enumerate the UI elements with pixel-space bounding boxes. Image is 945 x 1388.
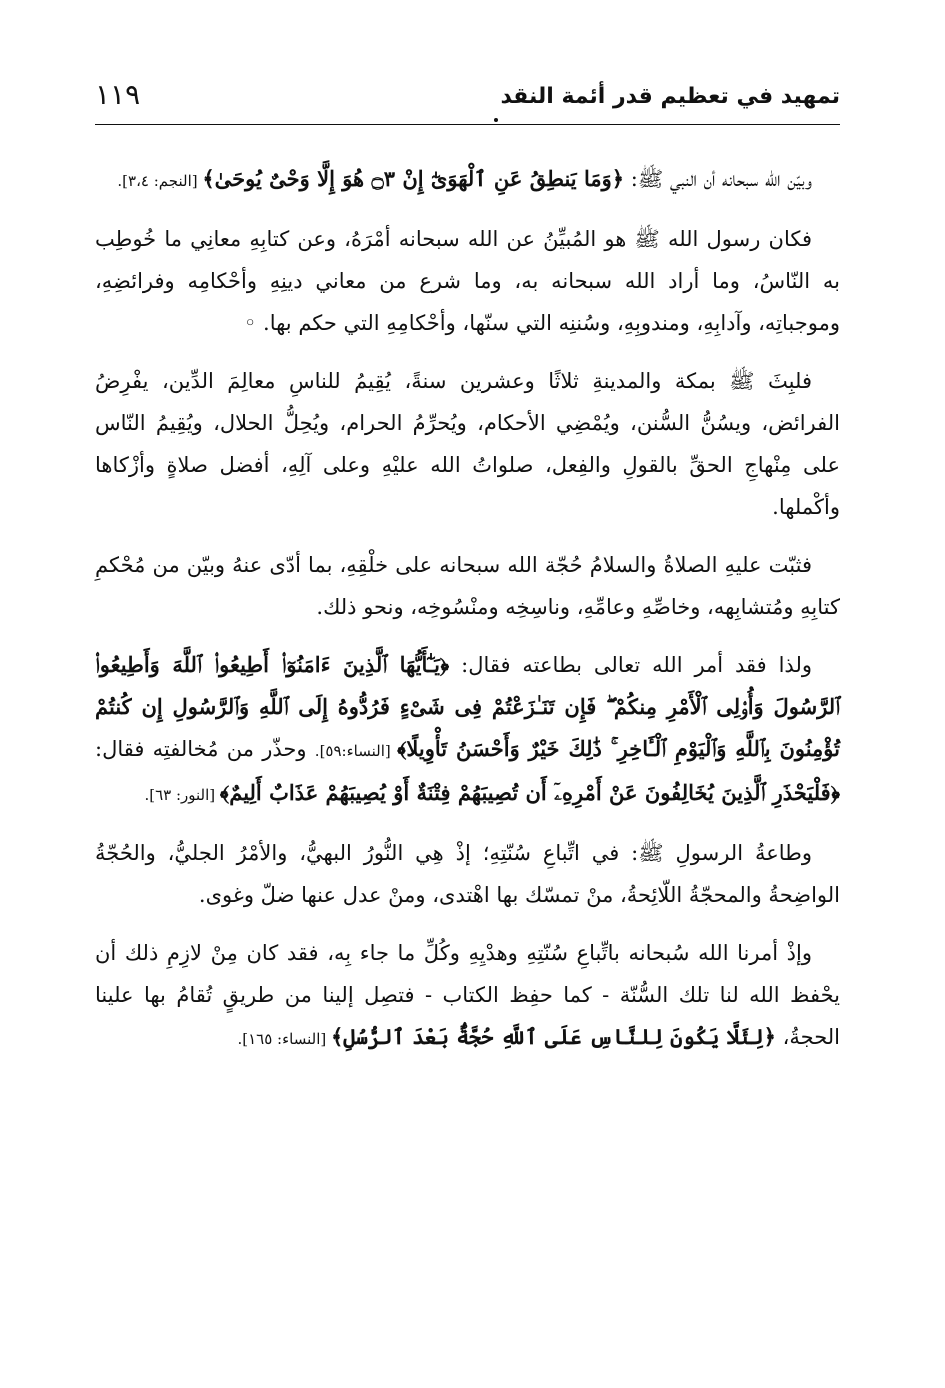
quran-verse-nisa-59: ﴿يَـٰٓأَيُّهَا ٱلَّذِينَ ءَامَنُوٓا۟ أَطِيعُوا۟ ٱللَّهَ وَأَطِيعُوا۟ ٱلرَّسُولَ وَأُو۟لِى ٱلْأَمْرِ مِنكُمْ ۖ فَإِن تَنَـٰزَعْتُمْ فِى شَىْءٍ فَرُدُّوهُ إِلَى ٱللَّهِ وَٱلرَّسُولِ إِن كُنتُمْ تُؤْمِنُونَ بِٱللَّهِ وَٱلْيَوْمِ ٱلْـَٔاخِرِ ۚ ذَٰلِكَ خَيْرٌ وَأَحْسَنُ تَأْوِيلًا﴾ bbox=[95, 652, 840, 761]
running-title: تمهيد في تعظيم قدر أئمة النقد bbox=[500, 84, 840, 109]
paragraph-4: فثبّت عليهِ الصلاةُ والسلامُ حُجّة الله سبحانه على خلْقِهِ، بما أدّى عنهُ وبيّن من مُحْكمِ كتابِهِ ومُتشابِهه، وخاصِّهِ وعامِّهِ، وناسِخِه ومنْسُوخِه، ونحو ذلك. bbox=[95, 553, 840, 619]
body-text bbox=[95, 158, 840, 1076]
paragraph-1 bbox=[95, 158, 840, 202]
verse-reference-nur-63: [النور: ٦٣]. bbox=[144, 786, 220, 804]
verse-reference-nisa-59: [النساء:٥٩]. bbox=[314, 742, 398, 760]
paragraph-7-lead: وإذْ أمرنا الله سُبحانه باتِّباعِ سُنّتِهِ وهدْيِهِ وكُلِّ ما جاء بِه، فقد كان مِنْ لازِمِ ذلك أن يحْفظ الله لنا تلك السُّنّة - كما حفِظ الكتاب - فتصِل إلينا من طريقٍ تُقامُ بها علينا الحجةُ، bbox=[95, 941, 840, 1049]
quran-verse-nur-63: ﴿فَلْيَحْذَرِ ٱلَّذِينَ يُخَالِفُونَ عَنْ أَمْرِهِۦٓ أَن تُصِيبَهُمْ فِتْنَةٌ أَوْ يُصِيبَهُمْ عَذَابٌ أَلِيمٌ﴾ bbox=[219, 780, 840, 805]
page-header bbox=[95, 78, 840, 122]
paragraph-2: فكان رسول الله ﷺ هو المُبيِّنُ عن الله سبحانه أمْرَهُ، وعن كتابِهِ معانِي ما خُوطِب به النّاسُ، وما أراد الله سبحانه به، وما شرع من معاني دينِهِ وأحْكامِه وفرائضِهِ، وموجباتِه، وآدابِهِ، ومندوبِهِ، وسُننِه التي سنّها، وأحْكامِهِ التي حكم بها. ◦ bbox=[95, 227, 840, 335]
paragraph-7 bbox=[95, 932, 840, 1060]
verse-reference-nisa-165: [النساء: ١٦٥]. bbox=[237, 1030, 331, 1048]
header-divider bbox=[95, 124, 840, 125]
header-ornament-dot bbox=[494, 118, 498, 122]
quran-verse-nisa-165: ﴿لِئَلَّا يَكُونَ لِلنَّاسِ عَلَى ٱللَّهِ حُجَّةٌۢ بَعْدَ ٱلرُّسُلِ﴾ bbox=[331, 1024, 776, 1049]
paragraph-5 bbox=[95, 644, 840, 816]
verse-reference-najm: [النجم: ٣،٤]. bbox=[117, 172, 203, 190]
paragraph-1-lead: وبيّن الله سبحانه أن النبي ﷺ: bbox=[624, 167, 812, 191]
page-number: ١١٩ bbox=[95, 78, 141, 111]
paragraph-5-middle: وحذّر من مُخالفتِه فقال: bbox=[95, 737, 315, 761]
quran-verse-najm: ﴿وَمَا يَنطِقُ عَنِ ٱلْهَوَىٰٓ إِنْ ۝٣ هُوَ إِلَّا وَحْىٌ يُوحَىٰ﴾ bbox=[202, 166, 625, 191]
paragraph-3: فلبِثَ ﷺ بمكة والمدينةِ ثلاثًا وعشرين سنةً، يُقِيمُ للناسِ معالِمَ الدِّين، يفْرِضُ الفرائض، ويسُنُّ السُّنن، ويُمْضِي الأحكام، ويُحرِّمُ الحرام، ويُحِلُّ الحلال، ويُقِيمُ النّاس على مِنْهاجِ الحقِّ بالقولِ والفِعل، صلواتُ الله عليْهِ وعلى آلِهِ، أفضل صلاةٍ وأزْكاها وأكْملها. bbox=[95, 369, 840, 519]
paragraph-6: وطاعةُ الرسولِ ﷺ: في اتِّباعِ سُنّتِهِ؛ إذْ هِي النُّورُ البهيُّ، والأمْرُ الجليُّ، والحُجّةُ الواضِحةُ والمحجّةُ اللّائِحةُ، منْ تمسّك بها اهْتدى، ومنْ عدل عنها ضلّ وغوى. bbox=[95, 841, 840, 907]
paragraph-5-lead: ولذا فقد أمر الله تعالى بطاعته فقال: bbox=[449, 653, 812, 677]
